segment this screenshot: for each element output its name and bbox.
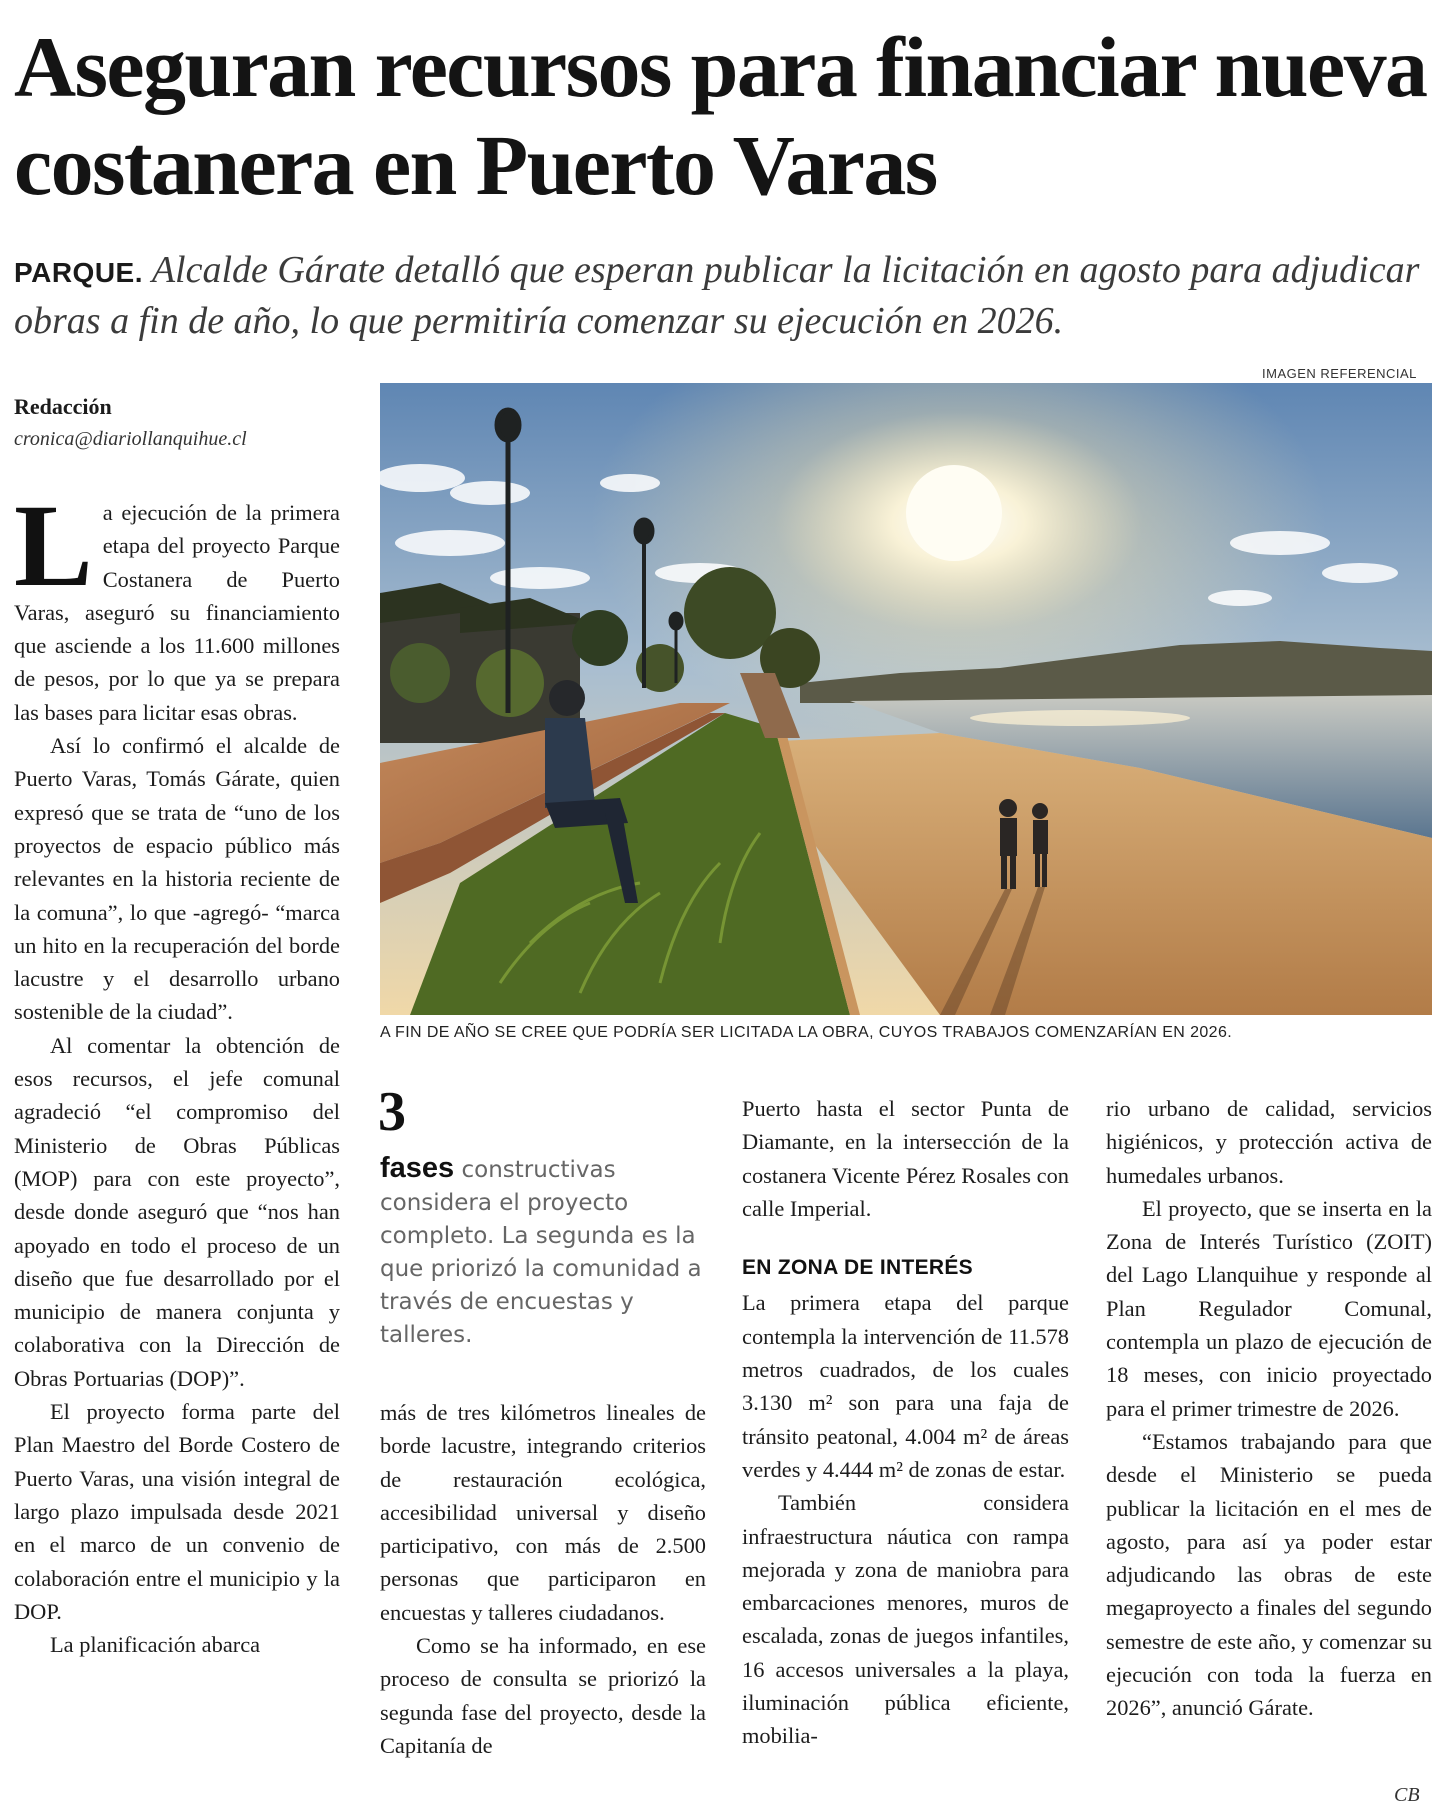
sun-shape [906,465,1002,561]
article-photo [380,383,1432,1015]
subhead: EN ZONA DE INTERÉS [742,1256,973,1280]
highlight-number: 3 [378,1081,406,1143]
column-3 [742,1092,1069,1753]
paragraph: rio urbano de calidad, servicios higiénicos, y protección activa de humedales urbanos. [1106,1096,1432,1188]
paragraph: Al comentar la obtención de esos recursos, el jefe comunal agradeció “el compromiso del Ministerio de Obras Públicas (MOP) para con este proyecto”, desde donde aseguró que “nos han apoyado en todo el proceso de un diseño que fue desarrollado por el municipio de manera conjunta y colaborativa con la Dirección de Obras Portuarias (DOP)”. [14,1032,340,1391]
photo-credit: IMAGEN REFERENCIAL [1262,366,1417,381]
deck [14,246,1432,345]
highlight-lead: fases [380,1152,455,1184]
paragraph: También considera infraestructura náutica con rampa mejorada y zona de maniobra para embarcaciones menores, muros de escalada, zonas de juegos infantiles, 16 accesos universales a la playa, iluminación pública eficiente, mobilia- [742,1490,1069,1749]
paragraph: Puerto hasta el sector Punta de Diamante, en la intersección de la costanera Vicente Pérez Rosales con calle Imperial. [742,1096,1069,1221]
paragraph: El proyecto forma parte del Plan Maestro del Borde Costero de Puerto Varas, una visión integral de largo plazo impulsada desde 2021 en el marco de un convenio de colaboración entre el municipio y la DOP. [14,1399,340,1624]
paragraph: Así lo confirmó el alcalde de Puerto Varas, Tomás Gárate, quien expresó que se trata de “uno de los proyectos de espacio público más relevantes en la historia reciente de la comuna”, lo que -agregó- “marca un hito en la recuperación del borde lacustre y el desarrollo urbano sostenible de la ciudad”. [14,733,340,1025]
headline: Aseguran recursos para financiar nueva costanera en Puerto Varas [14,19,1427,213]
paragraph: La planificación abarca [50,1632,261,1658]
lakeside-promenade-illustration [380,383,1432,1015]
paragraph: a ejecución de la primera etapa del proyecto Parque Costanera de Puerto Varas, aseguró su financiamiento que asciende a los 11.600 millones de pesos, por lo que ya se prepara las bases para licitar esas obras. [14,500,340,725]
byline-name: Redacción [14,394,112,419]
highlight-box [380,1152,710,1352]
end-mark: CB [1394,1784,1420,1806]
column-1 [14,480,340,1661]
byline-email: cronica@diariollanquihue.cl [14,428,247,450]
column-4 [1106,1092,1432,1725]
paragraph: La primera etapa del parque contempla la intervención de 11.578 metros cuadrados, de los cuales 3.130 m² son para una faja de tránsito peatonal, 4.004 m² de áreas verdes y 4.444 m² de zonas de estar. [742,1290,1069,1482]
section-kicker: PARQUE. [14,257,143,288]
paragraph: “Estamos trabajando para que desde el Ministerio se pueda publicar la licitación en el mes de agosto, para así ya poder estar adjudicando las obras de este megaproyecto a finales del segundo semestre de este año, y comenzar su ejecución con toda la fuerza en 2026”, anunció Gárate. [1106,1428,1432,1721]
paragraph: más de tres kilómetros lineales de borde lacustre, integrando criterios de restauración ecológica, accesibilidad universal y diseño participativo, con más de 2.500 personas que participaron en encuestas y talleres ciudadanos. [380,1400,706,1625]
drop-cap: L [14,480,93,611]
deck-text: Alcalde Gárate detalló que esperan publicar la licitación en agosto para adjudicar obras a fin de año, lo que permitiría comenzar su ejecución en 2026. [14,249,1420,342]
paragraph: Como se ha informado, en ese proceso de consulta se priorizó la segunda fase del proyecto, desde la Capitanía de [380,1633,706,1758]
photo-caption: A FIN DE AÑO SE CREE QUE PODRÍA SER LICITADA LA OBRA, CUYOS TRABAJOS COMENZARÍAN EN 2026. [380,1024,1233,1041]
highlight-text: constructivas considera el proyecto completo. La segunda es la que priorizó la comunidad a través de encuestas y talleres. [380,1157,702,1348]
column-2 [380,1396,706,1762]
paragraph: El proyecto, que se inserta en la Zona de Interés Turístico (ZOIT) del Lago Llanquihue y responde al Plan Regulador Comunal, contempla un plazo de ejecución de 18 meses, con inicio proyectado para el primer trimestre de 2026. [1106,1195,1432,1421]
